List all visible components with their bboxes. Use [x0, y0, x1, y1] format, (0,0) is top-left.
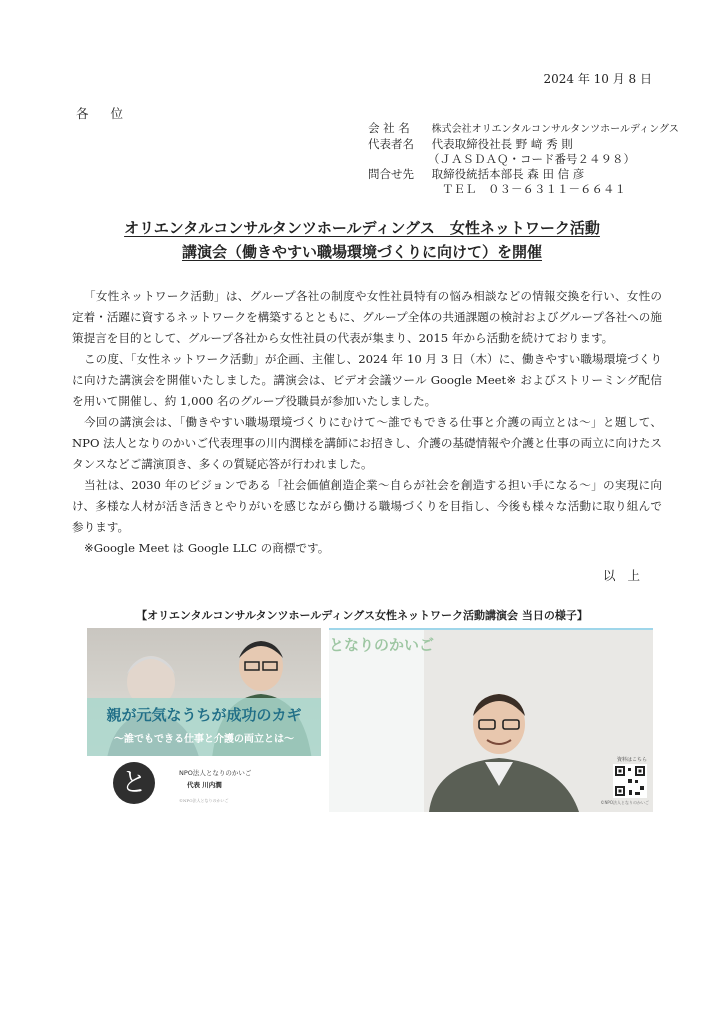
slide-footer-area — [87, 756, 321, 810]
paragraph: 今回の講演会は、「働きやすい職場環境づくりにむけて～誰でもできる仕事と介護の両立とは～」と題して、NPO 法人となりのかいご代表理事の川内潤様を講師にお招きし、介護の基礎情報や介護と仕事の両立に向けたスタンスなどご講演頂き、多くの質疑応答が行われました。 — [72, 415, 662, 471]
addressee: 各位 — [76, 106, 146, 121]
npo-representative: 代表 川内潤 — [187, 781, 222, 789]
lecture-slide-photo — [87, 628, 321, 810]
sender-contact-row — [368, 166, 584, 182]
speaker-figure — [429, 682, 579, 812]
npo-name: NPO法人となりのかいご — [179, 769, 252, 777]
online-lecture-photo — [329, 628, 653, 812]
contact-label: 問合せ先 — [368, 167, 414, 181]
slide-footer-text: ©NPO法人となりのかいご — [179, 798, 229, 803]
paragraph: 「女性ネットワーク活動」は、グループ各社の制度や女性社員特有の悩み相談などの情報交換を行い、女性の定着・活躍に資するネットワークを構築するとともに、グループ全体の共通課題の検討およびグループ各社への施策提言を目的として、グループ各社から女性社員の代表が集まり、2015 年から活動を続けております。 — [72, 289, 662, 345]
title-banner — [87, 698, 321, 756]
document-date: 2024 年 10 月 8 日 — [543, 72, 652, 86]
paragraph: 当社は、2030 年のビジョンである「社会価値創造企業～自らが社会を創造する担い手になる～」の実現に向け、多様な人材が活き活きとやりがいを感じながら働ける職場づくりを目指し、今後も様々な活動に取り組んで参ります。 — [72, 478, 662, 534]
photo-caption: 【オリエンタルコンサルタンツホールディングス女性ネットワーク活動講演会 当日の様子】 — [136, 609, 588, 622]
trademark-note: ※Google Meet は Google LLC の商標です。 — [84, 541, 330, 555]
body-text — [72, 286, 662, 559]
sender-tel: ＴＥＬ ０３－６３１１－６６４１ — [442, 182, 626, 196]
document-title — [40, 216, 684, 264]
company-name: 株式会社オリエンタルコンサルタンツホールディングス — [431, 124, 679, 135]
qr-footer-text: ©NPO法人となりのかいご — [600, 800, 649, 805]
npo-logo-icon: と — [113, 762, 155, 804]
npo-logo-text: となりのかいご — [329, 636, 435, 654]
rep-label: 代表者名 — [368, 137, 414, 151]
company-label: 会 社 名 — [368, 121, 410, 135]
title-line-1: オリエンタルコンサルタンツホールディングス 女性ネットワーク活動 — [124, 219, 600, 237]
banner-main-text: 親が元気なうちが成功のカギ — [106, 706, 302, 724]
qr-label: 資料はこちら — [616, 757, 647, 763]
sender-code: （ＪＡＳＤＡＱ・コード番号２４９８） — [428, 152, 635, 166]
closing-mark: 以上 — [602, 568, 652, 583]
sender-company-row — [368, 120, 679, 136]
paragraph: この度、「女性ネットワーク活動」が企画、主催し、2024 年 10 月 3 日（木）に、働きやすい職場環境づくりに向けた講演会を開催いたしました。講演会は、ビデオ会議ツール Google Meet※ およびストリーミング配信を用いて開催し、約 1,000 名のグループ役職員が参加いたしました。 — [72, 352, 662, 408]
sender-rep-row — [368, 136, 573, 152]
title-line-2: 講演会（働きやすい職場環境づくりに向けて）を開催 — [181, 243, 542, 261]
banner-sub-text: ～誰でもできる仕事と介護の両立とは～ — [114, 734, 294, 745]
rep-name: 代表取締役社長 野 﨑 秀 則 — [431, 137, 573, 151]
contact-name: 取締役統括本部長 森 田 信 彦 — [431, 167, 585, 181]
qr-code-icon — [613, 764, 647, 798]
